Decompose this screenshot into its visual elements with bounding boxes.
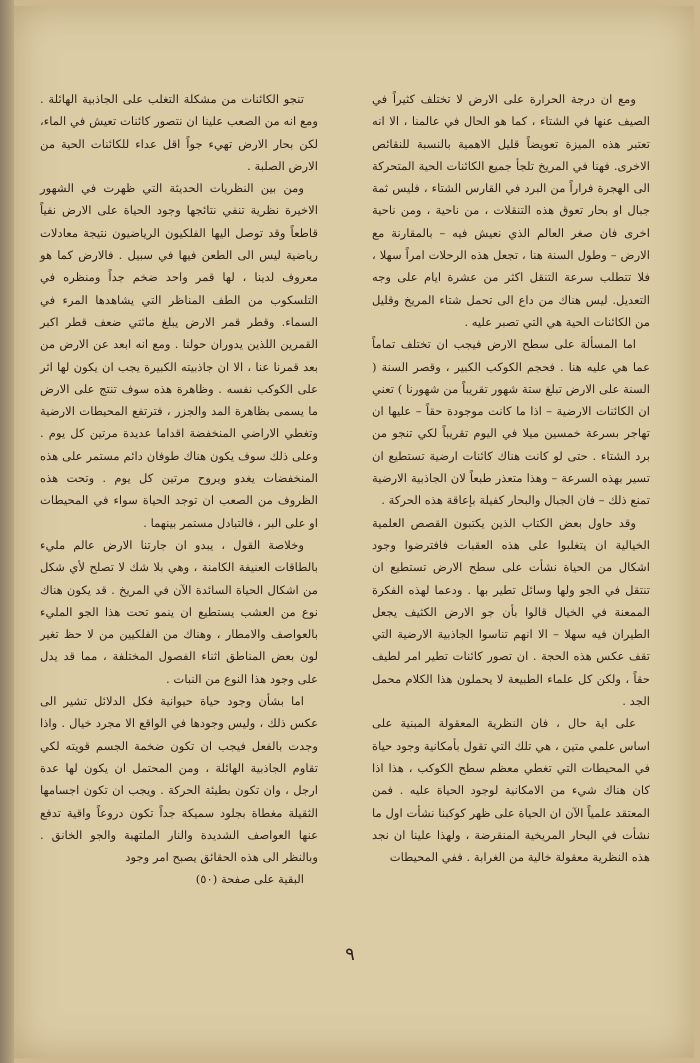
left-text-column: [40, 88, 318, 891]
paragraph: اما المسألة على سطح الارض فيجب ان تختلف تماماً عما هي عليه هنا . فحجم الكوكب الكبير ، وقصر السنة ( السنة على الارض تبلغ ستة شهور تقريباً من شهورنا ) تعني ان الكائنات الارضية – اذا ما كانت موجودة حقاً – عليها ان تهاجر بسرعة خمسين ميلا في اليوم تقريباً لكي تنجو من برد الشتاء . حتى لو كانت هناك كائنات ارضية تستطيع ان تسير بهذه السرعة – وهذا متعذر طبعاً لان الجاذبية الارضية تمنع ذلك – فان الجبال والبحار كفيلة بإعاقة هذه الحركة .: [372, 337, 650, 508]
paragraph: ومع ان درجة الحرارة على الارض لا تختلف كثيراً في الصيف عنها في الشتاء ، كما هو الحال في عالمنا ، الا انه تعتبر هذه الميزة تعويضاً قليل الاهمية بالنسبة للنقائص الاخرى. فهنا في المريخ تلجأ جميع الكائنات الحية المتحركة الى الهجرة فراراً من البرد في القارس الشتاء ، فليس ثمة جبال او بحار تعوق هذه التنقلات ، من ناحية ، ومن ناحية اخرى فان صغر العالم الذي نعيش فيه – بالمقارنة مع الارض – وطول السنة هنا ، تجعل هذه الرحلات امراً سهلا ، فلا تتطلب سرعة التنقل اكثر من عشرة ايام على وجه التعديل. ليس هناك من داع الى تحمل شتاء المريخ وقليل من الكائنات الحية هي التي تصبر عليه .: [372, 92, 650, 329]
paragraph: على اية حال ، فان النظرية المعقولة المبنية على اساس علمي متين ، هي تلك التي تقول بأمكانية وجود حياة في المحيطات التي تغطي معظم سطح الكوكب ، هذا اذا كان هناك شيء من الامكانية لوجود الحياة عليه . فمن المعتقد علمياً الآن ان الحياة على ظهر كوكبنا نشأت اول ما نشأت في البحار المريخية المنقرضة ، ولهذا علينا ان نجد هذه النظرية معقولة خالية من الغرابة . ففي المحيطات: [372, 716, 650, 865]
continuation-note: البقية على صفحة (٥٠): [195, 872, 304, 887]
paragraph: وخلاصة القول ، يبدو ان جارتنا الارض عالم مليء بالطاقات العنيفة الكامنة ، وهي بلا شك لا تصلح لأي شكل من اشكال الحياة السائدة الآن في المريخ . قد يكون هناك نوع من العشب يستطيع ان ينمو تحت هذا الجو المليء بالعواصف والامطار ، وهناك من الفلكيين من لا حظ تغير لون بعض المناطق اثناء الفصول المختلفة ، مما قد يدل على وجود هذا النوع من النبات .: [40, 537, 318, 686]
page-number: ٩: [345, 944, 355, 965]
page-binding-edge: [0, 0, 14, 1063]
paragraph: وقد حاول بعض الكتاب الذين يكتبون القصص العلمية الخيالية ان يتغلبوا على هذه العقبات فافترضوا وجود اشكال من الحياة نشأت على سطح الارض تستطيع ان تنتقل في الجو ولها وسائل تطير بها . ودعما لهذه الفكرة الممعنة في الخيال قالوا بأن جو الارض الكثيف يجعل الطيران فيه سهلا – الا انهم تناسوا الجاذبية الارضية التي تقف عكس هذه الحجة . ان تصور كائنات تطير امر لطيف حقاً ، ولكن كل علماء الطبيعة لا يحملون هذا الكلام محمل الجد .: [372, 515, 650, 709]
paragraph: ومن بين النظريات الحديثة التي ظهرت في الشهور الاخيرة نظرية تنفي نتائجها وجود الحياة على الارض نفياً قاطعاً وقد توصل اليها الفلكيون الرياضيون نتيجة معادلات رياضية ليس الى الطعن فيها في سبيل . فالارض كما هو معروف لدينا ، لها قمر واحد ضخم جداً ومنظره في التلسكوب من الطف المناظر التي يشاهدها المرء في السماء. وقطر قمر الارض يبلغ مائتي ضعف قطر اكبر القمرين اللذين يدوران حولنا . ومع انه ابعد عن الارض من بعد قمرنا عنا ، الا ان جاذبيته الكبيرة يجب ان يكون لها اثر على الكوكب نفسه . وظاهرة هذه سوف تنتج على الارض ما يسمى بظاهرة المد والجزر ، فترتفع المحيطات الارضية وتغطي الاراضي المنخفضة اقداما عديدة مرتين كل يوم . وعلى ذلك سوف يكون هناك طوفان دائم مستمر على هذه المنخفضات يغدو ويروح مرتين كل يوم . وتحت هذه الظروف من الصعب ان توجد الحياة سواء في المحيطات او على البر ، فالتبادل مستمر بينهما .: [40, 181, 318, 530]
paragraph: تنجو الكائنات من مشكلة التغلب على الجاذبية الهائلة . ومع انه من الصعب علينا ان نتصور كائنات تعيش في الماء، لكن بحار الارض تهيء جواً اقل عداء للكائنات الحية من الارض الصلبة .: [40, 92, 318, 173]
paragraph: اما بشأن وجود حياة حيوانية فكل الدلائل تشير الى عكس ذلك ، وليس وجودها في الواقع الا مجرد خيال . واذا وجدت بالفعل فيجب ان تكون ضخمة الجسم قويته لكي تقاوم الجاذبية الهائلة ، ومن المحتمل ان يكون لها عدة ارجل ، وان تكون بطيئة الحركة . ويجب ان تكون اجسامها الثقيلة مغطاة بجلود سميكة جداً تكون دروعاً واقية تدفع عنها العواصف الشديدة والنار الملتهبة والجو الخانق . وبالنظر الى هذه الحقائق يصبح امر وجود: [40, 694, 318, 865]
right-text-column: [372, 88, 650, 868]
